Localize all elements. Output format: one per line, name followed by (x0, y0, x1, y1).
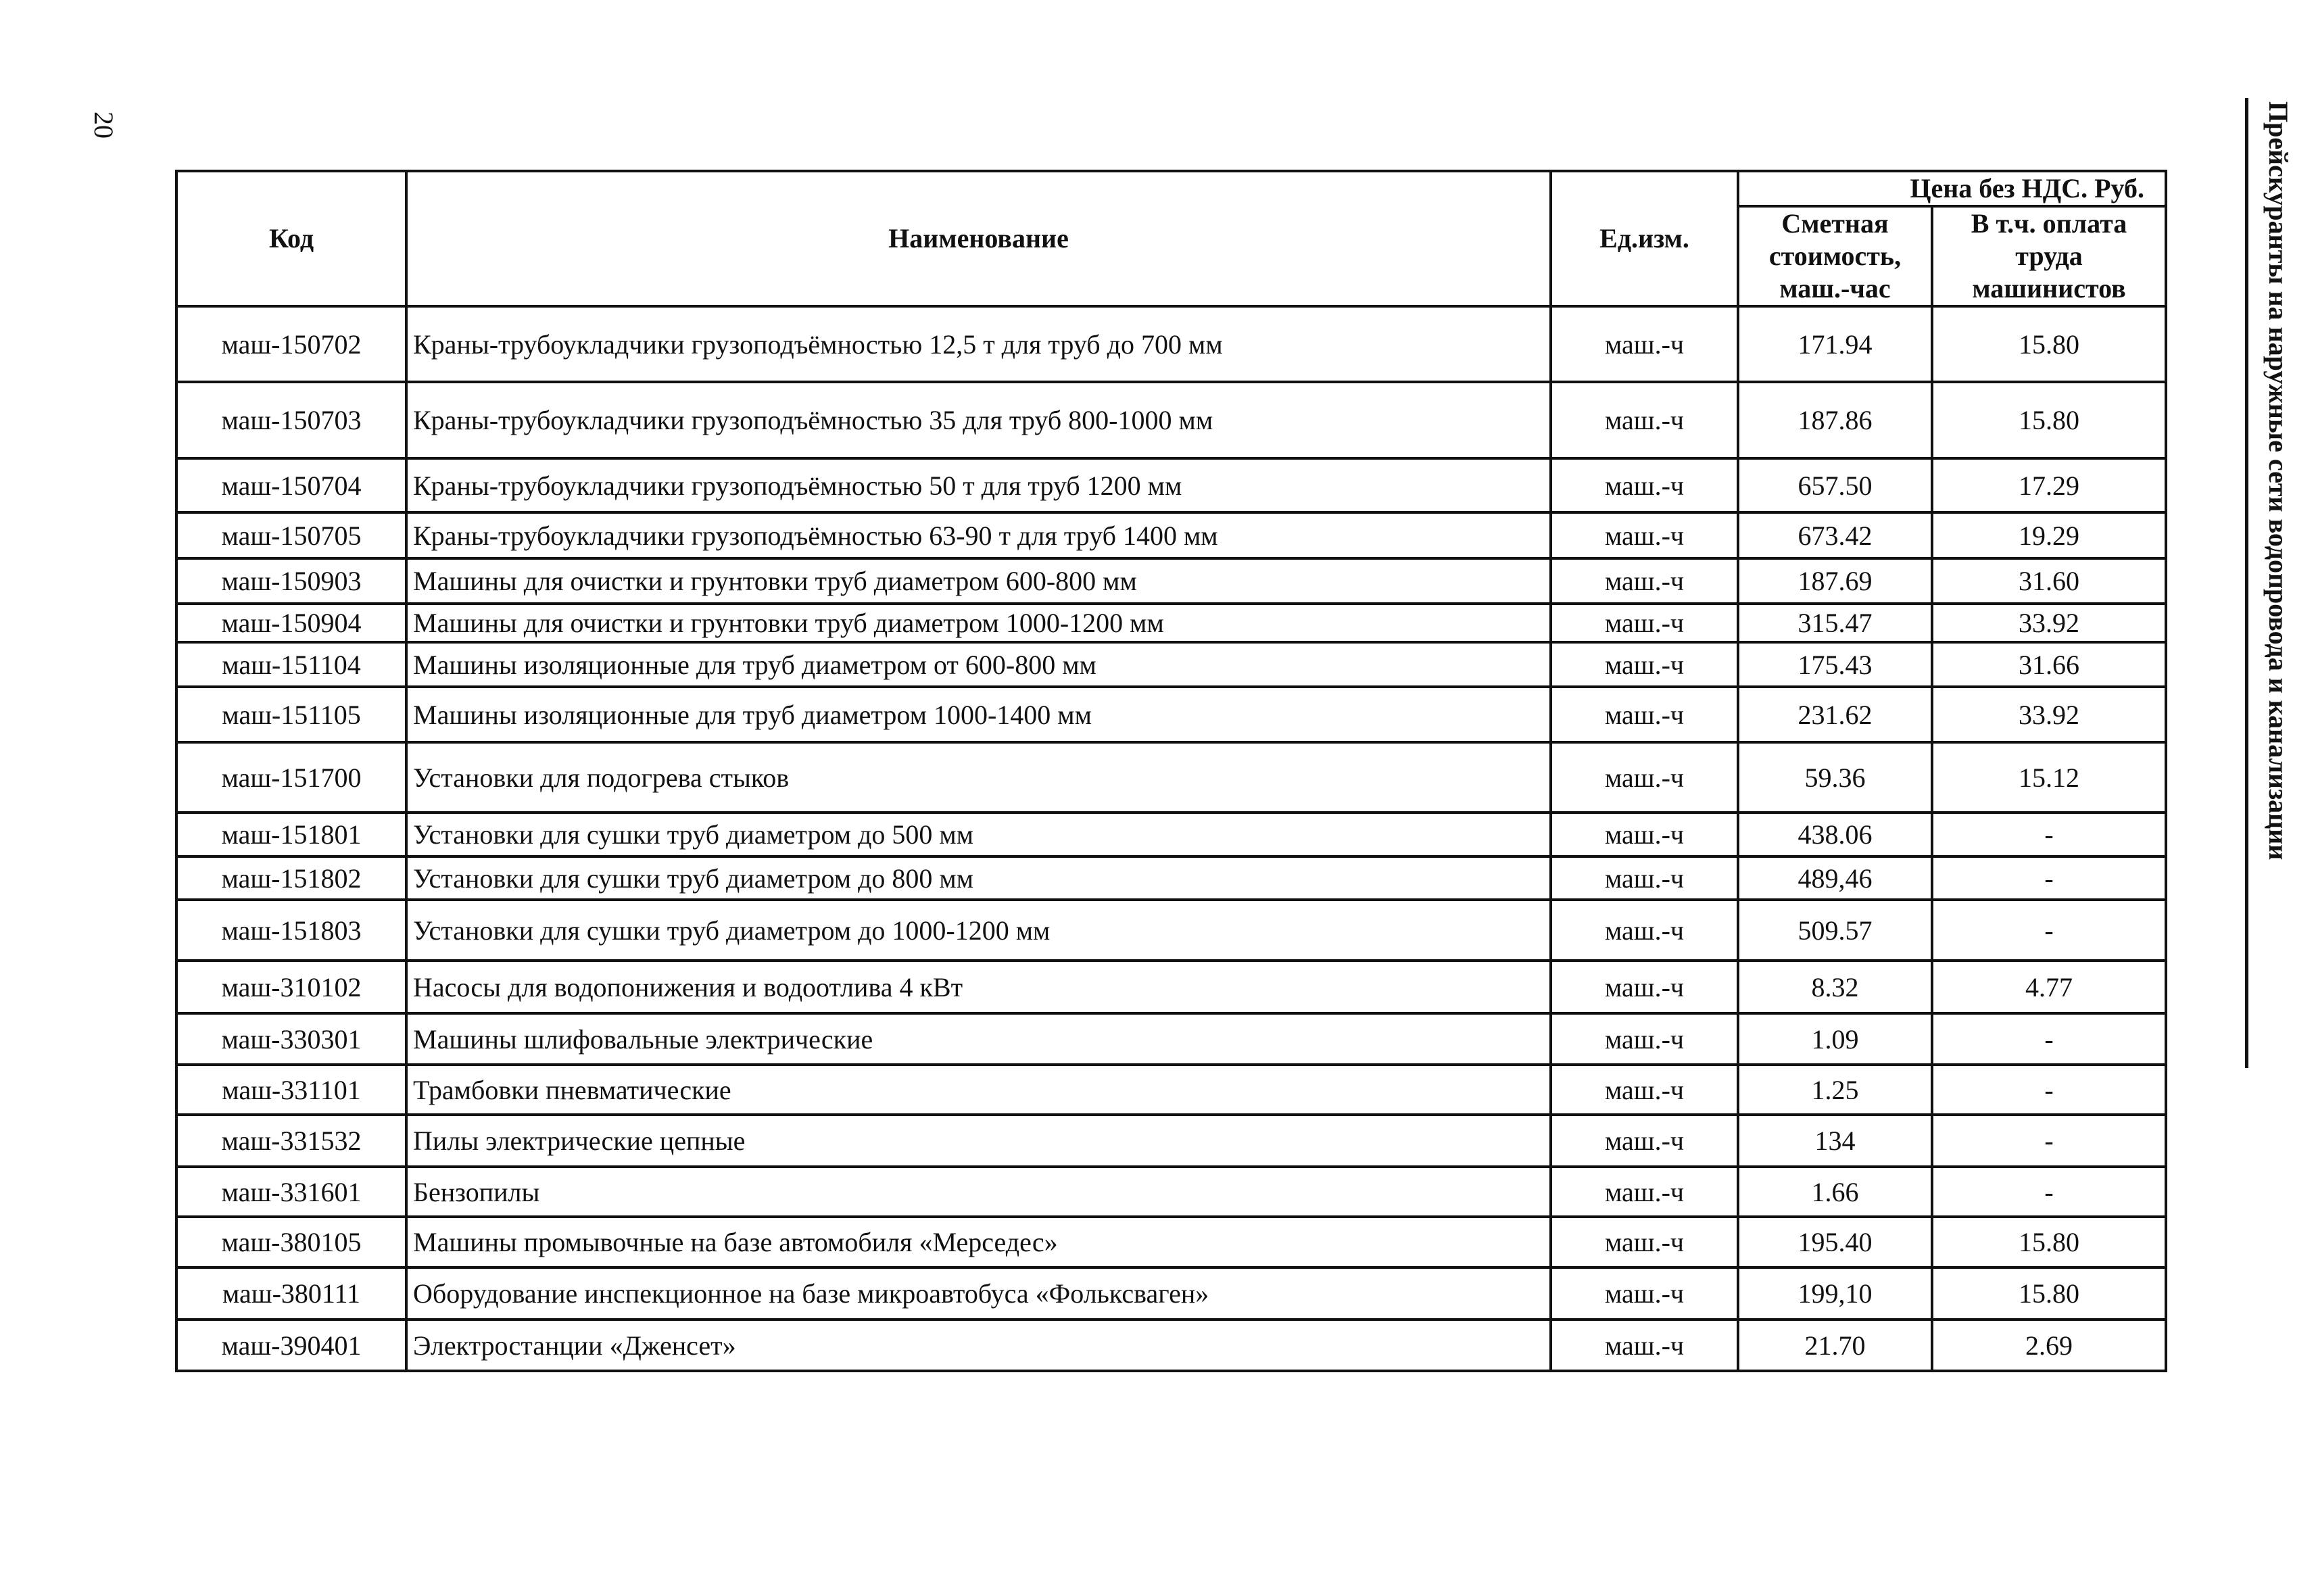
cell-unit: маш.-ч (1551, 458, 1738, 512)
cell-unit: маш.-ч (1551, 642, 1738, 687)
header-cost-line2: стоимость, (1768, 241, 1902, 271)
cell-name: Установки для подогрева стыков (406, 742, 1551, 813)
header-price-group: Цена без НДС. Руб. (1738, 171, 2166, 206)
table-row (176, 604, 2166, 642)
table-row (176, 900, 2166, 961)
cell-name: Оборудование инспекционное на базе микроавтобуса «Фольксваген» (406, 1267, 1551, 1320)
header-unit: Ед.изм. (1551, 171, 1738, 306)
cell-code: маш-390401 (176, 1320, 406, 1371)
cell-labor: 15.80 (1932, 306, 2166, 382)
cell-code: маш-151104 (176, 642, 406, 687)
cell-name: Насосы для водопонижения и водоотлива 4 кВт (406, 961, 1551, 1013)
cell-labor: - (1932, 1167, 2166, 1217)
cell-unit: маш.-ч (1551, 813, 1738, 856)
cell-unit: маш.-ч (1551, 900, 1738, 961)
cell-name: Краны-трубоукладчики грузоподъёмностью 12,5 т для труб до 700 мм (406, 306, 1551, 382)
cell-name: Электростанции «Дженсет» (406, 1320, 1551, 1371)
cell-labor: 4.77 (1932, 961, 2166, 1013)
cell-cost: 509.57 (1738, 900, 1932, 961)
cell-labor: - (1932, 1013, 2166, 1065)
cell-name: Пилы электрические цепные (406, 1115, 1551, 1167)
cell-unit: маш.-ч (1551, 306, 1738, 382)
header-labor (1932, 206, 2166, 306)
cell-code: маш-150903 (176, 558, 406, 604)
cell-name: Машины промывочные на базе автомобиля «Мерседес» (406, 1217, 1551, 1267)
cell-code: маш-150904 (176, 604, 406, 642)
cell-unit: маш.-ч (1551, 558, 1738, 604)
header-cost (1738, 206, 1932, 306)
cell-labor: 31.66 (1932, 642, 2166, 687)
table-row (176, 1267, 2166, 1320)
side-divider-line (2245, 98, 2248, 1068)
cell-code: маш-150705 (176, 512, 406, 558)
cell-name: Машины изоляционные для труб диаметром 1000-1400 мм (406, 687, 1551, 742)
cell-code: маш-331101 (176, 1065, 406, 1115)
cell-name: Краны-трубоукладчики грузоподъёмностью 35 для труб 800-1000 мм (406, 382, 1551, 458)
cell-unit: маш.-ч (1551, 856, 1738, 900)
cell-unit: маш.-ч (1551, 512, 1738, 558)
cell-cost: 1.66 (1738, 1167, 1932, 1217)
cell-cost: 438.06 (1738, 813, 1932, 856)
table-row (176, 306, 2166, 382)
cell-labor: 15.12 (1932, 742, 2166, 813)
cell-cost: 171.94 (1738, 306, 1932, 382)
cell-name: Установки для сушки труб диаметром до 1000-1200 мм (406, 900, 1551, 961)
cell-cost: 59.36 (1738, 742, 1932, 813)
cell-labor: 2.69 (1932, 1320, 2166, 1371)
cell-unit: маш.-ч (1551, 1320, 1738, 1371)
cell-labor: - (1932, 900, 2166, 961)
cell-name: Бензопилы (406, 1167, 1551, 1217)
cell-name: Краны-трубоукладчики грузоподъёмностью 63-90 т для труб 1400 мм (406, 512, 1551, 558)
header-labor-line2: труда (2015, 241, 2083, 271)
header-labor-line1: В т.ч. оплата (1971, 208, 2127, 239)
cell-unit: маш.-ч (1551, 961, 1738, 1013)
table-body (176, 306, 2166, 1371)
cell-unit: маш.-ч (1551, 604, 1738, 642)
cell-name: Машины шлифовальные электрические (406, 1013, 1551, 1065)
cell-name: Установки для сушки труб диаметром до 800 мм (406, 856, 1551, 900)
cell-code: маш-151700 (176, 742, 406, 813)
cell-labor: 17.29 (1932, 458, 2166, 512)
cell-unit: маш.-ч (1551, 742, 1738, 813)
cell-cost: 134 (1738, 1115, 1932, 1167)
cell-cost: 231.62 (1738, 687, 1932, 742)
cell-code: маш-150703 (176, 382, 406, 458)
table-row (176, 1167, 2166, 1217)
cell-code: маш-151802 (176, 856, 406, 900)
cell-cost: 1.09 (1738, 1013, 1932, 1065)
table-header (176, 171, 2166, 306)
cell-labor: - (1932, 1065, 2166, 1115)
cell-code: маш-150704 (176, 458, 406, 512)
table-row (176, 512, 2166, 558)
header-cost-line1: Сметная (1781, 208, 1889, 239)
cell-name: Машины для очистки и грунтовки труб диаметром 600-800 мм (406, 558, 1551, 604)
table-row (176, 1320, 2166, 1371)
cell-name: Машины изоляционные для труб диаметром от 600-800 мм (406, 642, 1551, 687)
cell-unit: маш.-ч (1551, 1167, 1738, 1217)
header-labor-line3: машинистов (1972, 273, 2126, 304)
table-row (176, 687, 2166, 742)
table-row (176, 382, 2166, 458)
cell-name: Трамбовки пневматические (406, 1065, 1551, 1115)
page-number: 20 (89, 112, 119, 139)
side-document-title: Прейскуранты на наружные сети водопровода и канализации (2263, 101, 2294, 861)
price-table (175, 170, 2167, 1372)
table-row (176, 458, 2166, 512)
cell-code: маш-330301 (176, 1013, 406, 1065)
cell-unit: маш.-ч (1551, 1065, 1738, 1115)
cell-labor: 19.29 (1932, 512, 2166, 558)
cell-code: маш-151105 (176, 687, 406, 742)
cell-cost: 1.25 (1738, 1065, 1932, 1115)
cell-code: маш-151803 (176, 900, 406, 961)
cell-cost: 657.50 (1738, 458, 1932, 512)
cell-cost: 187.69 (1738, 558, 1932, 604)
cell-code: маш-331532 (176, 1115, 406, 1167)
cell-unit: маш.-ч (1551, 382, 1738, 458)
cell-cost: 8.32 (1738, 961, 1932, 1013)
cell-name: Краны-трубоукладчики грузоподъёмностью 50 т для труб 1200 мм (406, 458, 1551, 512)
cell-labor: - (1932, 813, 2166, 856)
cell-code: маш-331601 (176, 1167, 406, 1217)
cell-code: маш-380105 (176, 1217, 406, 1267)
cell-cost: 199,10 (1738, 1267, 1932, 1320)
cell-code: маш-310102 (176, 961, 406, 1013)
cell-code: маш-380111 (176, 1267, 406, 1320)
table-row (176, 558, 2166, 604)
cell-cost: 175.43 (1738, 642, 1932, 687)
cell-code: маш-150702 (176, 306, 406, 382)
cell-unit: маш.-ч (1551, 1217, 1738, 1267)
table-row (176, 1217, 2166, 1267)
table-row (176, 1065, 2166, 1115)
cell-name: Машины для очистки и грунтовки труб диаметром 1000-1200 мм (406, 604, 1551, 642)
cell-unit: маш.-ч (1551, 1267, 1738, 1320)
header-name: Наименование (406, 171, 1551, 306)
table-row (176, 961, 2166, 1013)
cell-cost: 489,46 (1738, 856, 1932, 900)
cell-cost: 315.47 (1738, 604, 1932, 642)
table-row (176, 742, 2166, 813)
header-code: Код (176, 171, 406, 306)
cell-labor: 15.80 (1932, 1217, 2166, 1267)
cell-cost: 21.70 (1738, 1320, 1932, 1371)
table-row (176, 1013, 2166, 1065)
cell-unit: маш.-ч (1551, 1013, 1738, 1065)
cell-unit: маш.-ч (1551, 687, 1738, 742)
cell-unit: маш.-ч (1551, 1115, 1738, 1167)
header-cost-line3: маш.-час (1779, 273, 1891, 304)
cell-cost: 673.42 (1738, 512, 1932, 558)
cell-cost: 195.40 (1738, 1217, 1932, 1267)
cell-labor: 15.80 (1932, 382, 2166, 458)
cell-labor: 33.92 (1932, 604, 2166, 642)
cell-name: Установки для сушки труб диаметром до 500 мм (406, 813, 1551, 856)
cell-labor: - (1932, 856, 2166, 900)
cell-labor: 31.60 (1932, 558, 2166, 604)
cell-cost: 187.86 (1738, 382, 1932, 458)
cell-code: маш-151801 (176, 813, 406, 856)
table-row (176, 813, 2166, 856)
cell-labor: 33.92 (1932, 687, 2166, 742)
table-row (176, 856, 2166, 900)
table-row (176, 642, 2166, 687)
table-row (176, 1115, 2166, 1167)
cell-labor: - (1932, 1115, 2166, 1167)
cell-labor: 15.80 (1932, 1267, 2166, 1320)
